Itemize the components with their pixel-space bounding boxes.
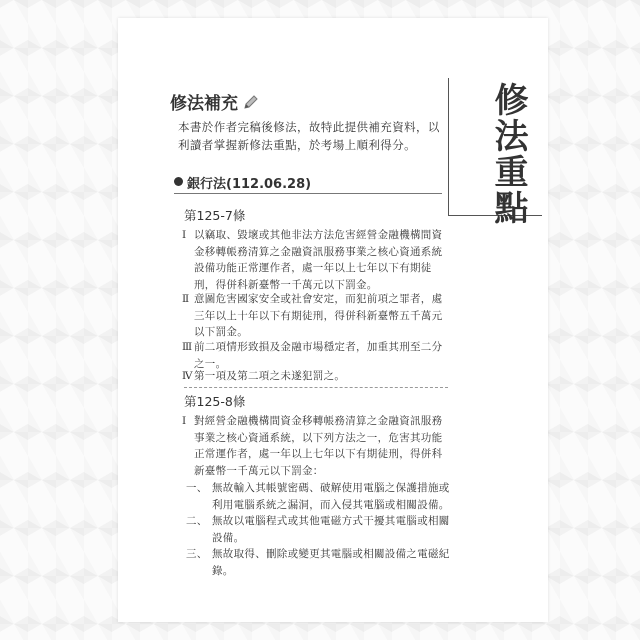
list-item [186, 480, 450, 513]
pencil-icon [242, 93, 260, 111]
paragraph-text: 意圖危害國家安全或社會安定，而犯前項之罪者，處三年以上十年以下有期徒刑，得併科新臺幣五千萬元以下罰金。 [194, 293, 443, 339]
paragraph-number: Ⅱ [182, 293, 190, 305]
side-title: 修法重點 [488, 82, 528, 226]
article-title: 第125-8條 [184, 394, 246, 409]
item-text: 無故輸入其帳號密碼、破解使用電腦之保護措施或利用電腦系統之漏洞，而入侵其電腦或相關設備。 [212, 482, 450, 511]
item-number: 三、 [186, 548, 208, 560]
list-item [186, 546, 450, 579]
paragraph-number: Ⅰ [182, 229, 187, 241]
item-number: 二、 [186, 515, 208, 527]
paragraph [182, 368, 450, 385]
bullet-icon [174, 177, 183, 186]
paragraph-text: 對經營金融機構間資金移轉帳務清算之金融資訊服務事業之核心資通系統，以下列方法之一，危害其功能正常運作者，處一年以上七年以下有期徒刑，得併科新臺幣一千萬元以下罰金： [194, 415, 443, 477]
paragraph-number: Ⅲ [182, 341, 193, 353]
article-title: 第125-7條 [184, 208, 246, 223]
paragraph-text: 前二項情形致損及金融市場穩定者，加重其刑至二分之一。 [194, 341, 443, 370]
paragraph [182, 227, 450, 293]
paragraph-text: 第一項及第二項之未遂犯罰之。 [194, 370, 346, 382]
list-item [186, 513, 450, 546]
paragraph-number: Ⅳ [182, 370, 193, 382]
paragraph-text: 以竊取、毀壞或其他非法方法危害經營金融機構間資金移轉帳務清算之金融資訊服務事業之核心資通系統設備功能正常運作者，處一年以上七年以下有期徒刑，得併科新臺幣一千萬元以下罰金。 [194, 229, 443, 291]
paragraph [182, 413, 450, 479]
item-text: 無故取得、刪除或變更其電腦或相關設備之電磁紀錄。 [212, 548, 450, 577]
article-divider [184, 387, 448, 388]
law-heading [174, 173, 442, 194]
section-heading [170, 89, 260, 114]
law-title: 銀行法(112.06.28) [187, 177, 312, 192]
section-heading-text: 修法補充 [170, 94, 238, 114]
item-text: 無故以電腦程式或其他電磁方式干擾其電腦或相關設備。 [212, 515, 450, 544]
paragraph-number: Ⅰ [182, 415, 187, 427]
item-number: 一、 [186, 482, 208, 494]
intro-text: 本書於作者完稿後修法，故特此提供補充資料，以利讀者掌握新修法重點，於考場上順利得分。 [178, 120, 440, 152]
paragraph [182, 291, 450, 341]
